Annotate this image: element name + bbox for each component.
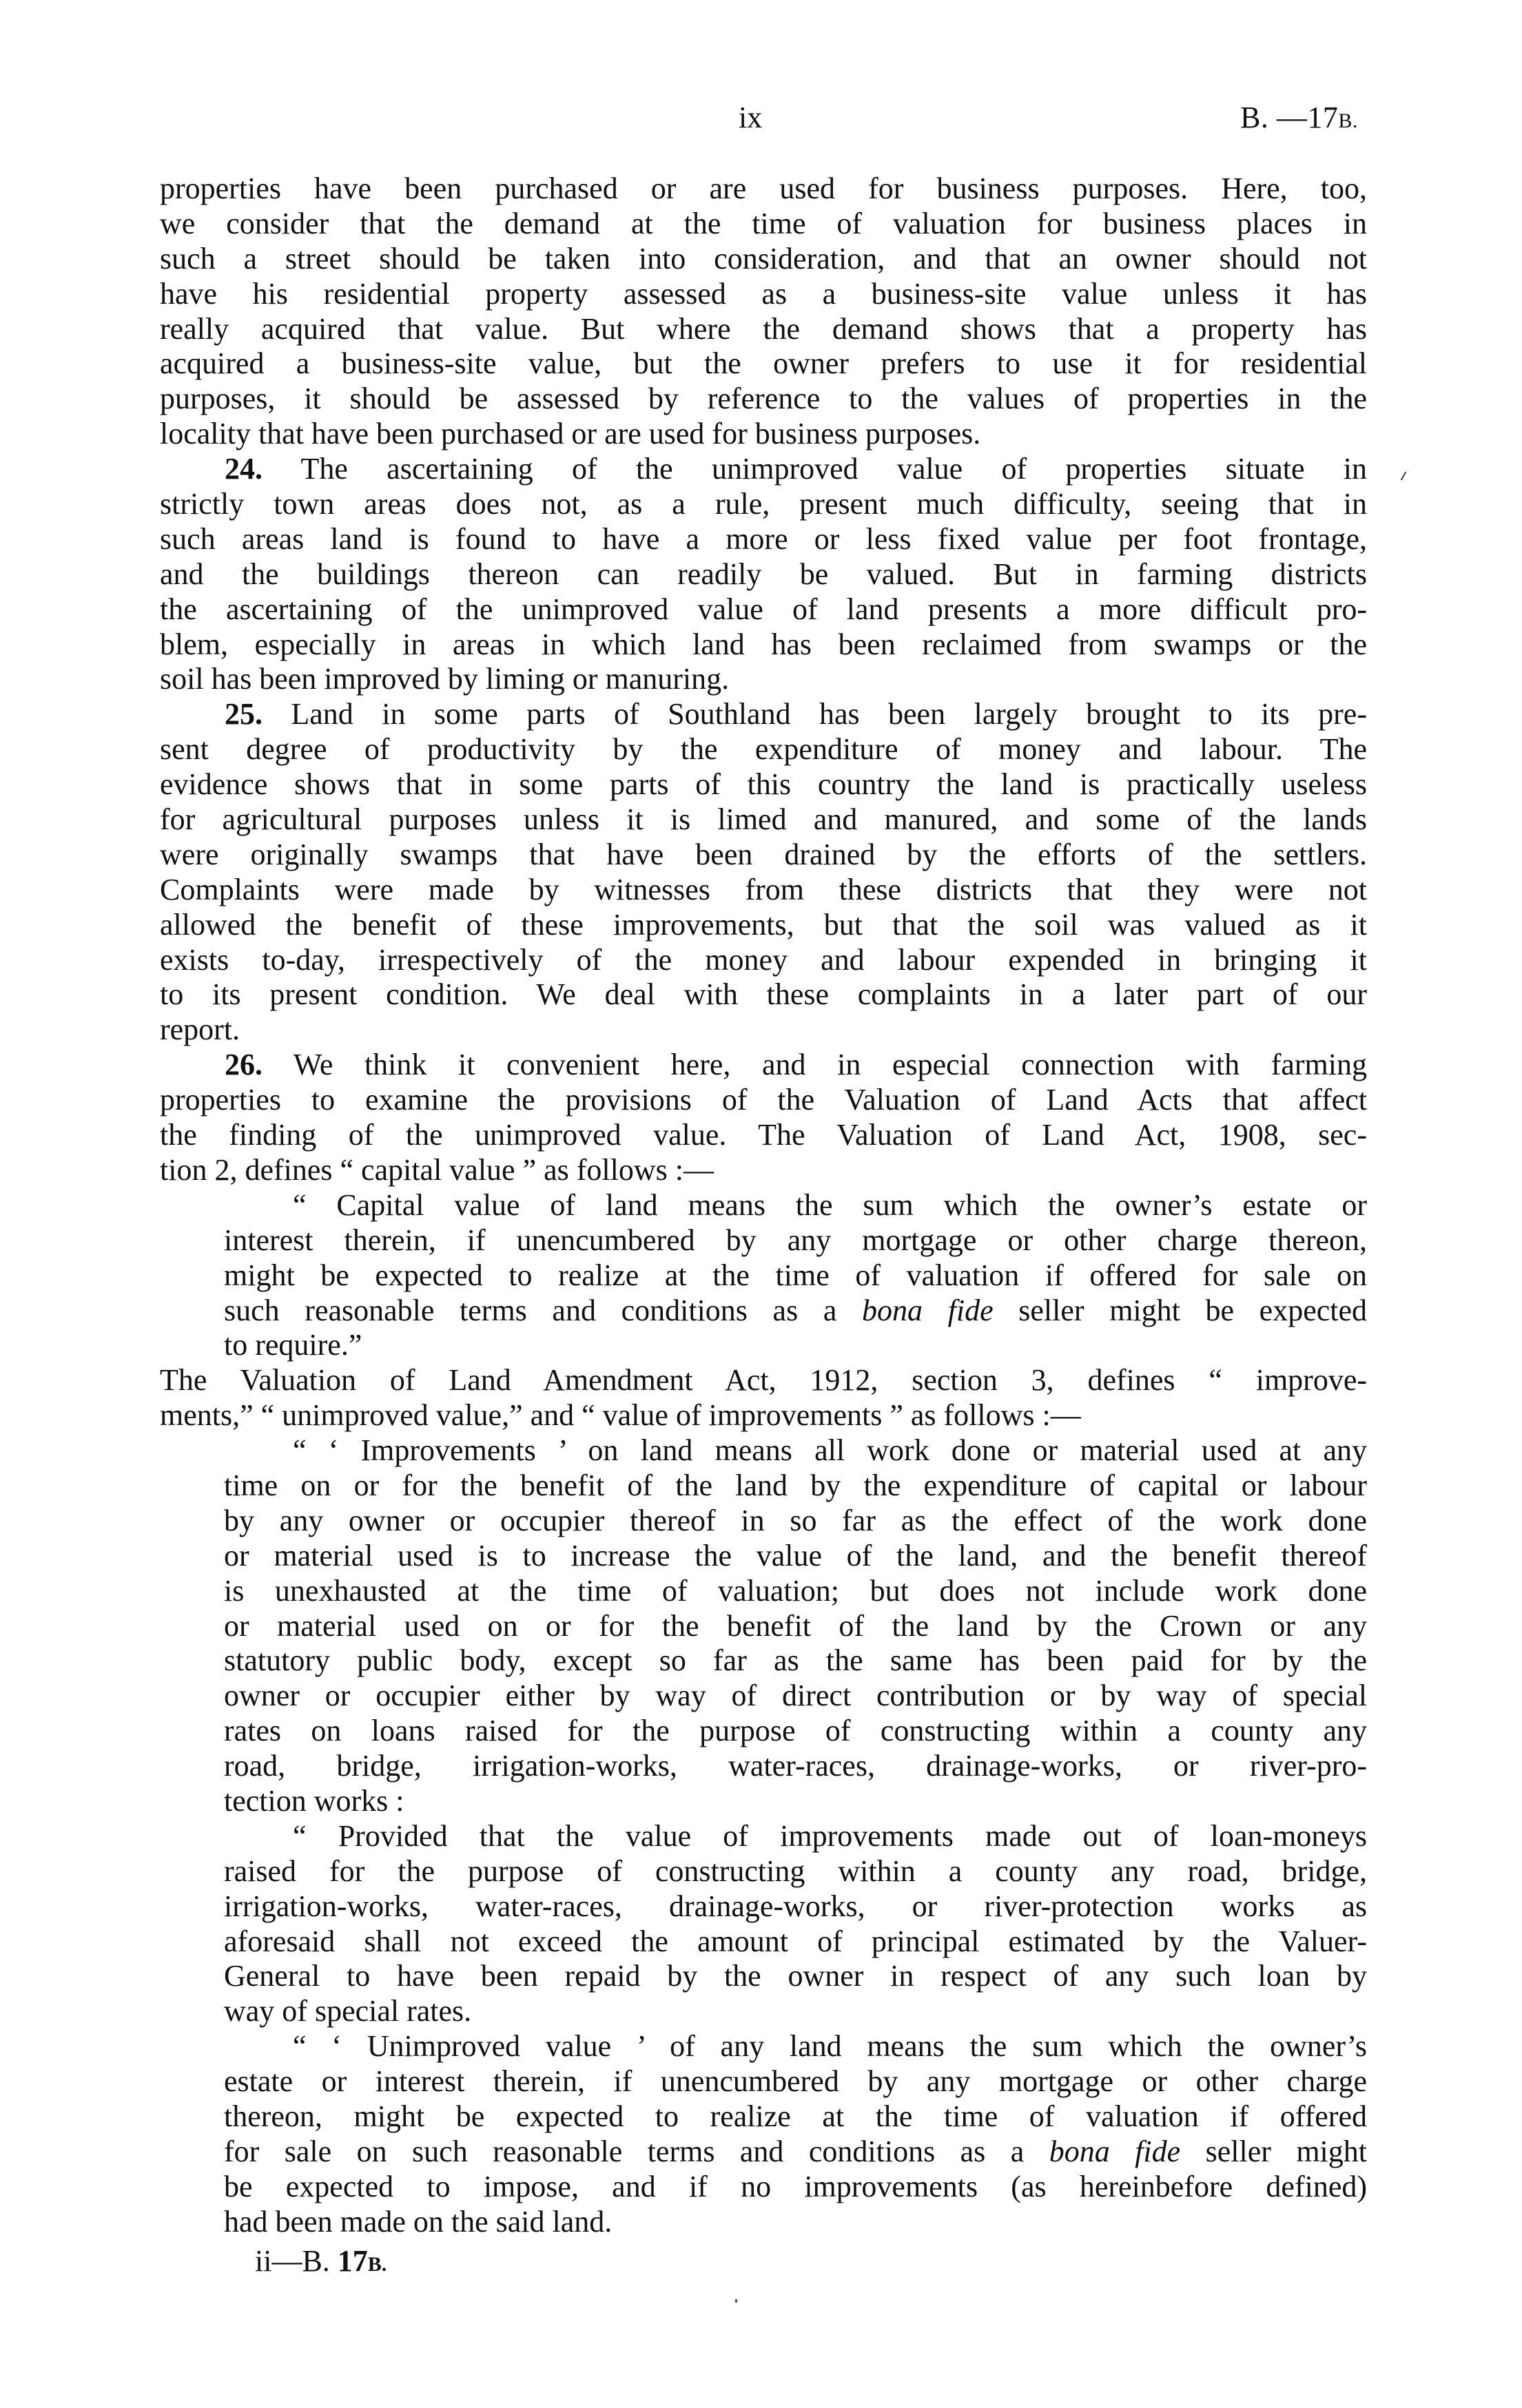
signature-prefix: ii—B. xyxy=(255,2244,338,2278)
italic-term: bona fide xyxy=(1049,2134,1181,2168)
line-text: owner or occupier either by way of direct contribution or by way of special xyxy=(224,1679,1367,1713)
line-text: we consider that the demand at the time of valuation for business places in xyxy=(160,206,1367,240)
text-line xyxy=(160,242,1367,277)
line-text: rates on loans raised for the purpose of constructing within a county any xyxy=(224,1714,1367,1748)
printer-signature xyxy=(255,2244,387,2282)
text-line xyxy=(160,277,1367,312)
line-text: properties to examine the provisions of the Valuation of Land Acts that affect xyxy=(160,1083,1367,1117)
text-line xyxy=(160,1363,1367,1398)
line-text: locality that have been purchased or are used for business purposes. xyxy=(160,417,981,451)
line-text: The ascertaining of the unimproved value of properties situate in xyxy=(263,452,1367,486)
document-reference-suffix: B. xyxy=(1338,110,1358,132)
text-line xyxy=(160,382,1367,417)
line-text: might be expected to realize at the time of valuation if offered for sale on xyxy=(224,1258,1367,1292)
page-number: ix xyxy=(739,101,763,134)
line-text: “ Capital value of land means the sum which the owner’s estate or xyxy=(293,1187,1367,1222)
document-reference-main: B. —17 xyxy=(1240,101,1339,134)
italic-term: bona fide xyxy=(862,1293,994,1327)
line-text: have his residential property assessed as a business-site value unless it has xyxy=(160,276,1367,311)
text-line xyxy=(160,2170,1367,2205)
text-line xyxy=(160,1083,1367,1118)
text-line xyxy=(160,1153,1367,1188)
line-text: for agricultural purposes unless it is limed and manured, and some of the lands xyxy=(160,802,1367,837)
document-reference xyxy=(1240,101,1358,138)
text-line xyxy=(160,592,1367,627)
text-line xyxy=(160,452,1367,487)
text-line xyxy=(160,1854,1367,1889)
text-line xyxy=(160,943,1367,978)
line-text: The Valuation of Land Amendment Act, 1912, section 3, defines “ improve- xyxy=(160,1363,1367,1398)
text-line xyxy=(160,487,1367,522)
line-text: had been made on the said land. xyxy=(224,2204,613,2239)
line-text: to its present condition. We deal with these complaints in a later part of our xyxy=(160,977,1367,1012)
line-text: exists to-day, irrespectively of the money and labour expended in bringing it xyxy=(160,942,1367,977)
text-line xyxy=(160,1258,1367,1294)
text-line xyxy=(160,417,1367,452)
line-text: the finding of the unimproved value. The Valuation of Land Act, 1908, sec- xyxy=(160,1118,1367,1152)
line-text: and the buildings thereon can readily be valued. But in farming districts xyxy=(160,557,1367,591)
text-line xyxy=(160,1784,1367,1819)
line-text: purposes, it should be assessed by reference to the values of properties in the xyxy=(160,382,1367,416)
line-text: soil has been improved by liming or manuring. xyxy=(160,662,730,696)
line-text: statutory public body, except so far as the same has been paid for by the xyxy=(224,1643,1367,1678)
line-text: “ ‘ Unimproved value ’ of any land means the sum which the owner’s xyxy=(293,2029,1367,2064)
line-text: by any owner or occupier thereof in so far as the effect of the work done xyxy=(224,1503,1367,1537)
text-line xyxy=(160,1679,1367,1714)
line-text: seller might xyxy=(1180,2134,1368,2168)
line-text: ments,” “ unimproved value,” and “ value of improvements ” as follows :— xyxy=(160,1398,1081,1433)
text-line xyxy=(160,1504,1367,1539)
text-line xyxy=(160,1924,1367,1960)
text-line xyxy=(160,2135,1367,2170)
line-text: properties have been purchased or are used for business purposes. Here, too, xyxy=(160,172,1367,205)
text-line xyxy=(160,312,1367,347)
line-text: General to have been repaid by the owner in respect of any such loan by xyxy=(224,1959,1367,1993)
text-line xyxy=(160,1013,1367,1048)
line-text: or material used on or for the benefit of the land by the Crown or any xyxy=(224,1608,1367,1643)
line-text: such a street should be taken into consideration, and that an owner should not xyxy=(160,241,1367,276)
text-line xyxy=(160,1889,1367,1924)
line-text: tion 2, defines “ capital value ” as follows :— xyxy=(160,1152,714,1187)
line-text: to require.” xyxy=(224,1328,362,1362)
text-line xyxy=(160,522,1367,557)
text-line xyxy=(160,172,1367,207)
line-text: such areas land is found to have a more or less fixed value per foot frontage, xyxy=(160,521,1367,556)
text-line xyxy=(160,346,1367,382)
line-text: were originally swamps that have been drained by the efforts of the settlers. xyxy=(160,837,1367,871)
text-line xyxy=(160,1328,1367,1363)
line-text: the ascertaining of the unimproved value of land presents a more difficult pro- xyxy=(160,592,1367,626)
line-text: time on or for the benefit of the land by the expenditure of capital or labour xyxy=(224,1468,1367,1502)
line-text: report. xyxy=(160,1013,240,1047)
line-text: way of special rates. xyxy=(224,1994,472,2028)
line-text: “ ‘ Improvements ’ on land means all work done or material used at any xyxy=(293,1433,1367,1468)
line-text: or material used is to increase the value of the land, and the benefit thereof xyxy=(224,1538,1367,1573)
text-line xyxy=(160,1048,1367,1083)
line-text: “ Provided that the value of improvements made out of loan-moneys xyxy=(293,1818,1367,1853)
line-text: thereon, might be expected to realize at the time of valuation if offered xyxy=(224,2099,1367,2133)
line-text: Complaints were made by witnesses from these districts that they were not xyxy=(160,872,1367,906)
paragraph-number: 26. xyxy=(225,1048,263,1082)
body-text xyxy=(160,172,1367,2240)
text-line xyxy=(160,2099,1367,2135)
text-line xyxy=(160,1118,1367,1153)
text-line xyxy=(160,2064,1367,2099)
scan-speck xyxy=(735,2299,737,2303)
text-line xyxy=(160,627,1367,663)
text-line xyxy=(160,838,1367,873)
line-text: seller might be expected xyxy=(993,1293,1368,1327)
text-line xyxy=(160,1188,1367,1223)
text-line xyxy=(160,1433,1367,1468)
text-line xyxy=(160,697,1367,732)
line-text: be expected to impose, and if no improvements (as hereinbefore defined) xyxy=(224,2169,1367,2203)
text-line xyxy=(160,977,1367,1013)
line-text: tection works : xyxy=(224,1783,404,1818)
line-text: sent degree of productivity by the expenditure of money and labour. The xyxy=(160,732,1367,767)
paragraph-number: 25. xyxy=(225,697,263,731)
text-line xyxy=(160,732,1367,767)
text-line xyxy=(160,767,1367,802)
line-text: for sale on such reasonable terms and conditions as a xyxy=(224,2134,1049,2168)
line-text: acquired a business-site value, but the owner prefers to use it for residential xyxy=(160,346,1367,381)
text-line xyxy=(160,1819,1367,1854)
text-line xyxy=(160,802,1367,838)
line-text: strictly town areas does not, as a rule, present much difficulty, seeing that in xyxy=(160,487,1367,521)
text-line xyxy=(160,1749,1367,1784)
text-line xyxy=(160,1643,1367,1679)
line-text: really acquired that value. But where the demand shows that a property has xyxy=(160,311,1367,346)
line-text: estate or interest therein, if unencumbered by any mortgage or other charge xyxy=(224,2064,1367,2099)
text-line xyxy=(160,1609,1367,1644)
text-line xyxy=(160,1959,1367,1994)
line-text: is unexhausted at the time of valuation; but does not include work done xyxy=(224,1573,1367,1608)
text-line xyxy=(160,1223,1367,1258)
text-line xyxy=(160,2205,1367,2240)
line-text: such reasonable terms and conditions as a xyxy=(224,1293,863,1327)
text-line xyxy=(160,1398,1367,1433)
text-line xyxy=(160,1574,1367,1609)
paragraph-number: 24. xyxy=(225,452,263,486)
text-line xyxy=(160,1468,1367,1504)
text-line xyxy=(160,1294,1367,1329)
line-text: interest therein, if unencumbered by any mortgage or other charge thereon, xyxy=(224,1223,1367,1257)
text-line xyxy=(160,908,1367,943)
text-line xyxy=(160,662,1367,697)
signature-suffix: B. xyxy=(367,2253,387,2276)
scan-mark xyxy=(1401,471,1407,480)
line-text: raised for the purpose of constructing within a county any road, bridge, xyxy=(224,1854,1367,1888)
line-text: evidence shows that in some parts of this country the land is practically useless xyxy=(160,767,1367,802)
text-line xyxy=(160,873,1367,908)
line-text: irrigation-works, water-races, drainage-works, or river-protection works as xyxy=(224,1889,1367,1923)
line-text: aforesaid shall not exceed the amount of principal estimated by the Valuer- xyxy=(224,1924,1367,1958)
text-line xyxy=(160,557,1367,592)
text-line xyxy=(160,1539,1367,1574)
line-text: Land in some parts of Southland has been largely brought to its pre- xyxy=(263,697,1367,731)
text-line xyxy=(160,2029,1367,2064)
line-text: road, bridge, irrigation-works, water-races, drainage-works, or river-pro- xyxy=(224,1749,1367,1783)
line-text: blem, especially in areas in which land has been reclaimed from swamps or the xyxy=(160,627,1367,661)
line-text: allowed the benefit of these improvements, but that the soil was valued as it xyxy=(160,907,1367,942)
text-line xyxy=(160,207,1367,242)
signature-number: 17 xyxy=(337,2244,368,2278)
text-line xyxy=(160,1994,1367,2029)
text-line xyxy=(160,1714,1367,1749)
line-text: We think it convenient here, and in especial connection with farming xyxy=(263,1048,1367,1082)
